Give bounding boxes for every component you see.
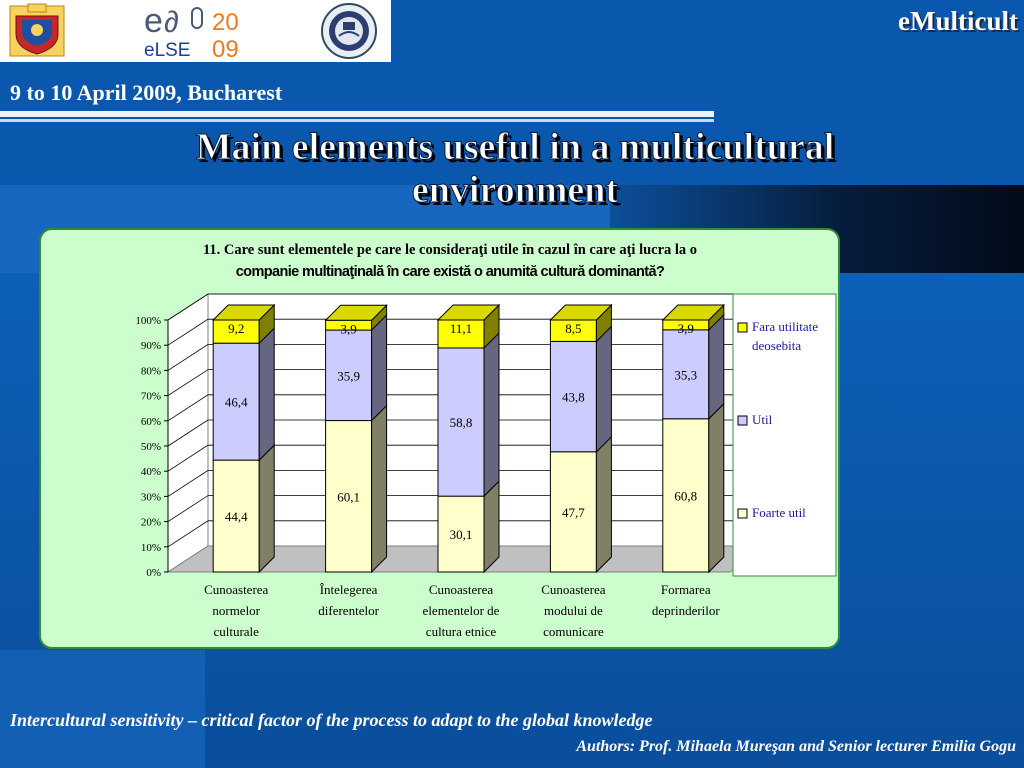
bar-segment-side bbox=[372, 406, 387, 572]
svg-text:∂: ∂ bbox=[164, 6, 179, 39]
data-label: 11,1 bbox=[449, 321, 473, 336]
logo-year-top: 20 bbox=[212, 9, 239, 36]
bar-segment-side bbox=[259, 445, 274, 572]
x-tick-label: Formarea bbox=[660, 582, 711, 597]
footer-authors: Authors: Prof. Mihaela Mureşan and Senior lecturer Emilia Gogu bbox=[576, 738, 1016, 755]
chart-title-line2: companie multinaţinală în care există o anumită cultură dominantă? bbox=[235, 264, 665, 280]
data-label: 47,7 bbox=[562, 504, 585, 520]
data-label: 44,4 bbox=[224, 509, 248, 525]
legend-label: Util bbox=[752, 412, 773, 427]
y-tick-label: 10% bbox=[140, 541, 161, 554]
x-tick-label: Întelegerea bbox=[319, 582, 378, 597]
bar-segment-side bbox=[709, 315, 724, 419]
slide-title-line1: Main elements useful in a multicultural bbox=[195, 126, 835, 168]
y-tick-label: 40% bbox=[140, 466, 161, 479]
bar-segment-side bbox=[372, 315, 387, 420]
bar-segment-side bbox=[596, 326, 611, 451]
bar-segment-side bbox=[709, 404, 724, 572]
legend-swatch bbox=[738, 509, 747, 518]
legend-label: deosebita bbox=[752, 338, 802, 353]
y-tick-label: 0% bbox=[146, 567, 161, 579]
x-tick-label: Cunoasterea bbox=[204, 582, 269, 597]
data-label: 35,3 bbox=[674, 367, 698, 383]
x-tick-label: diferentelor bbox=[318, 603, 379, 618]
event-date: 9 to 10 April 2009, Bucharest bbox=[10, 80, 283, 105]
legend-swatch bbox=[738, 416, 747, 425]
data-label: 9,2 bbox=[228, 321, 245, 336]
y-tick-label: 90% bbox=[140, 340, 161, 353]
svg-text:e: e bbox=[144, 2, 163, 40]
y-tick-label: 100% bbox=[135, 315, 161, 327]
x-tick-label: Cunoasterea bbox=[541, 582, 606, 597]
logo-year-bottom: 09 bbox=[212, 36, 239, 60]
data-label: 35,9 bbox=[337, 368, 360, 384]
legend-swatch bbox=[738, 323, 747, 332]
y-tick-label: 60% bbox=[140, 415, 161, 428]
x-tick-label: normelor bbox=[212, 603, 261, 618]
data-label: 3,9 bbox=[677, 321, 694, 336]
data-label: 8,5 bbox=[565, 321, 582, 336]
x-tick-label: modului de bbox=[543, 603, 603, 618]
y-tick-label: 30% bbox=[140, 491, 161, 504]
bar-segment-side bbox=[596, 437, 611, 572]
y-tick-label: 70% bbox=[140, 390, 161, 403]
data-label: 46,4 bbox=[224, 394, 248, 410]
logo-else-text: eLSE bbox=[144, 40, 191, 60]
chart-title-line1: 11. Care sunt elementele pe care le consideraţi utile în cazul în care aţi lucra la o bbox=[202, 242, 698, 258]
x-tick-label: Cunoasterea bbox=[428, 582, 494, 597]
y-tick-label: 80% bbox=[140, 365, 161, 378]
bar-segment-side bbox=[484, 481, 499, 572]
brand-title: eMulticult bbox=[898, 6, 1018, 36]
data-label: 60,8 bbox=[674, 488, 698, 504]
x-tick-label: elementelor de bbox=[422, 603, 500, 618]
data-label: 60,1 bbox=[337, 489, 360, 505]
data-label: 30,1 bbox=[449, 527, 473, 543]
x-tick-label: cultura etnice bbox=[425, 624, 497, 639]
data-label: 58,8 bbox=[449, 415, 473, 431]
x-tick-label: culturale bbox=[213, 624, 259, 639]
y-tick-label: 50% bbox=[140, 441, 161, 453]
y-tick-label: 20% bbox=[140, 516, 161, 529]
bar-segment-side bbox=[484, 333, 499, 496]
legend-label: Fara utilitate bbox=[752, 319, 819, 334]
legend-label: Foarte util bbox=[752, 505, 806, 520]
x-tick-label: comunicare bbox=[543, 624, 604, 639]
legend-box bbox=[733, 294, 836, 576]
bar-segment-side bbox=[259, 328, 274, 460]
x-tick-label: deprinderilor bbox=[651, 603, 720, 618]
data-label: 3,9 bbox=[340, 321, 357, 337]
slide-title-line2: environment bbox=[411, 169, 619, 211]
footer-tagline: Intercultural sensitivity – critical factor of the process to adapt to the global knowledge bbox=[10, 710, 653, 730]
data-label: 43,8 bbox=[562, 389, 585, 405]
